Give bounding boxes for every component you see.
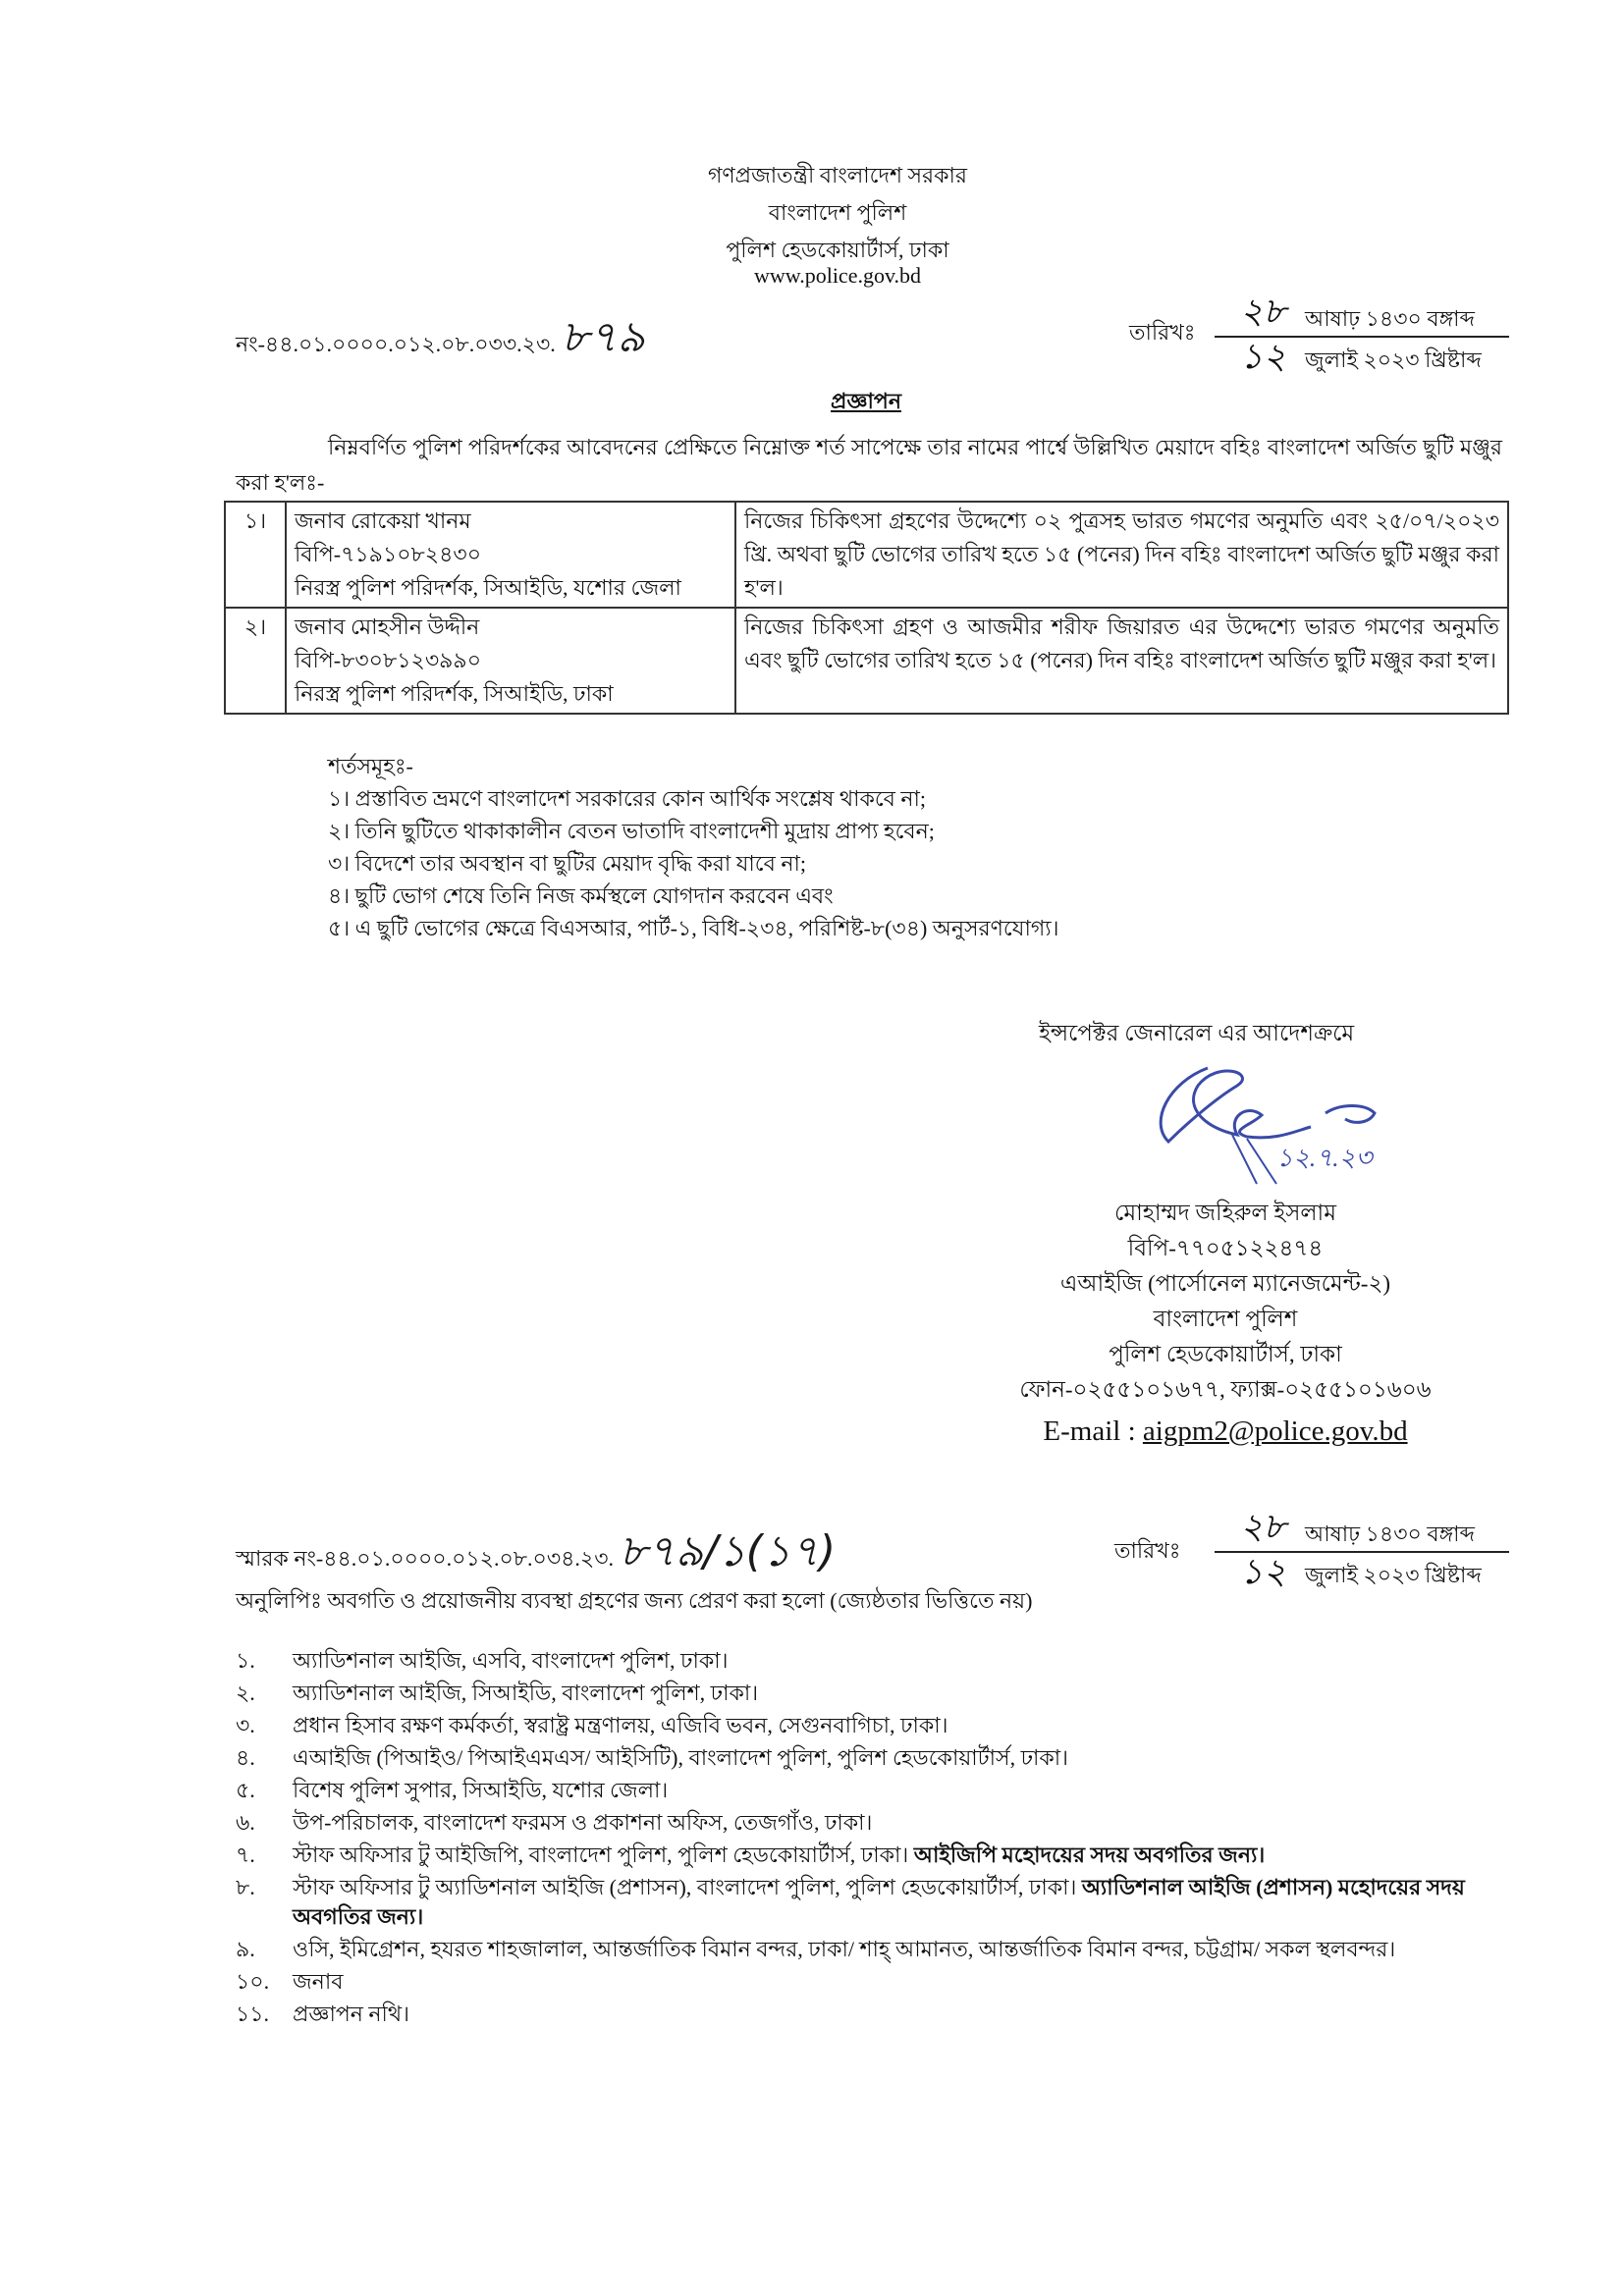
signatory-org: বাংলাদেশ পুলিশ: [1153, 1307, 1298, 1331]
copy-item-number: ১১.: [236, 2002, 270, 2026]
memo2-number-text: স্মারক নং-৪৪.০১.০০০০.০১২.০৮.০৩৪.২৩.: [236, 1546, 615, 1571]
copy-item-number: ৮.: [236, 1875, 255, 1899]
conditions-heading: শর্তসমূহঃ-: [328, 754, 413, 778]
copy-item-recipient: অ্যাডিশনাল আইজি, এসবি, বাংলাদেশ পুলিশ, ঢাকা।: [293, 1648, 729, 1673]
table-row: [225, 502, 1508, 608]
leave-details: নিজের চিকিৎসা গ্রহণ ও আজমীর শরীফ জিয়ারত এর উদ্দেশ্যে ভারত গমণের অনুমতি এবং ছুটি ভোগের তারিখ হতে ১৫ (পনের) দিন বহিঃ বাংলাদেশ অর্জিত ছুটি মঞ্জুর করা হ'ল।: [735, 608, 1508, 714]
memo2-row: [0, 1507, 1624, 1592]
copy-item-note: অ্যাডিশনাল আইজি (প্রশাসন) মহোদয়ের সদয় অবগতির জন্য।: [293, 1875, 1465, 1929]
signature-date: ১২.৭.২৩: [1276, 1144, 1373, 1172]
copy-item-recipient: ওসি, ইমিগ্রেশন, হযরত শাহজালাল, আন্তর্জাতিক বিমান বন্দর, ঢাকা/ শাহ্ আমানত, আন্তর্জাতিক বিমান বন্দর, চট্টগ্রাম/ সকল স্থলবন্দর।: [293, 1937, 1396, 1961]
copy-list-item: [236, 1776, 1512, 1805]
copy-list-item: [236, 2000, 1512, 2029]
govt-name: গণপ্রজাতন্ত্রী বাংলাদেশ সরকার: [707, 163, 968, 187]
copy-item-recipient: বিশেষ পুলিশ সুপার, সিআইডি, যশোর জেলা।: [293, 1778, 669, 1802]
person-designation: নিরস্ত্র পুলিশ পরিদর্শক, সিআইডি, ঢাকা: [295, 681, 614, 706]
signatory-name: মোহাম্মদ জহিরুল ইসলাম: [1114, 1201, 1336, 1225]
date2-block: [1215, 1507, 1509, 1598]
copy-item-text: [293, 1810, 872, 1835]
copy-list: [236, 1646, 1512, 2029]
email-label: E-mail :: [1043, 1415, 1143, 1447]
copy-list-item: [236, 1967, 1512, 1997]
signatory-block: [931, 1196, 1520, 1451]
memo-number-handwritten: ৮৭৯: [561, 312, 645, 362]
office-name: পুলিশ হেডকোয়ার্টার্স, ঢাকা: [726, 238, 949, 262]
copy-item-text: [293, 1937, 1395, 1961]
date2-en-rest: জুলাই ২০২৩ খ্রিষ্টাব্দ: [1305, 1563, 1482, 1587]
date-en-rest: জুলাই ২০২৩ খ্রিষ্টাব্দ: [1305, 347, 1482, 372]
copy-item-note: আইজিপি মহোদয়ের সদয় অবগতির জন্য।: [913, 1842, 1266, 1867]
org-name: বাংলাদেশ পুলিশ: [768, 200, 907, 225]
order-line: ইন্সপেক্টর জেনারেল এর আদেশক্রমে: [1039, 1021, 1355, 1045]
date2-bn-day: ২৮: [1240, 1507, 1286, 1547]
page-title: প্রজ্ঞাপন: [831, 389, 901, 413]
person-bp: বিপি-৭১৯১০৮২৪৩০: [295, 542, 481, 566]
memo2-number-handwritten: ৮৭৯/১(১৭): [619, 1526, 837, 1576]
date-bn-rest: আষাঢ় ১৪৩০ বঙ্গাব্দ: [1305, 306, 1475, 331]
copy-list-item: [236, 1711, 1512, 1740]
copy-item-text: [293, 1681, 758, 1705]
website-link[interactable]: www.police.gov.bd: [753, 263, 922, 288]
date2-en-day: ১২: [1240, 1552, 1286, 1592]
signatory-phone-fax: ফোন-০২৫৫১০১৬৭৭, ফ্যাক্স-০২৫৫১০১৬০৬: [1019, 1377, 1432, 1402]
person-bp: বিপি-৮৩০৮১২৩৯৯০: [295, 648, 481, 672]
copy-item-recipient: অ্যাডিশনাল আইজি, সিআইডি, বাংলাদেশ পুলিশ, ঢাকা।: [293, 1681, 759, 1705]
copy-item-text: [293, 1745, 1068, 1770]
person-name: জনাব রোকেয়া খানম: [295, 508, 471, 533]
copy-item-recipient: প্রজ্ঞাপন নথি।: [293, 2002, 409, 2026]
copy-item-number: ৩.: [236, 1713, 255, 1737]
copy-item-text: [293, 1648, 729, 1673]
memo-number-text: নং-৪৪.০১.০০০০.০১২.০৮.০৩৩.২৩.: [236, 332, 556, 356]
copy-item-text: [293, 1842, 1265, 1867]
copy-intro: অনুলিপিঃ অবগতি ও প্রয়োজনীয় ব্যবস্থা গ্রহণের জন্য প্রেরণ করা হলো (জ্যেষ্ঠতার ভিত্তিতে নয়): [236, 1588, 1033, 1613]
copy-item-number: ২.: [236, 1681, 255, 1705]
copy-item-number: ১০.: [236, 1969, 270, 1994]
signatory-designation: এআইজি (পার্সোনেল ম্যানেজমেন্ট-২): [1059, 1271, 1391, 1296]
leave-table: [224, 501, 1509, 715]
copy-item-number: ৭.: [236, 1842, 255, 1867]
copy-item-number: ৪.: [236, 1745, 255, 1770]
copy-list-item: [236, 1841, 1512, 1870]
leave-details: নিজের চিকিৎসা গ্রহণের উদ্দেশ্যে ০২ পুত্রসহ ভারত গমণের অনুমতি এবং ২৫/০৭/২০২৩ খ্রি. অথবা ছুটি ভোগের তারিখ হতে ১৫ (পনের) দিন বহিঃ বাংলাদেশ অর্জিত ছুটি মঞ্জুর করা হ'ল।: [735, 502, 1508, 608]
signatory-office: পুলিশ হেডকোয়ার্টার্স, ঢাকা: [1109, 1342, 1342, 1366]
copy-item-text: [293, 2002, 409, 2026]
copy-item-number: ৫.: [236, 1778, 255, 1802]
signatory-bp: বিপি-৭৭০৫১২২৪৭৪: [1127, 1236, 1324, 1260]
copy-item-recipient: স্টাফ অফিসার টু অ্যাডিশনাল আইজি (প্রশাসন), বাংলাদেশ পুলিশ, পুলিশ হেডকোয়ার্টার্স, ঢাকা।: [293, 1875, 1082, 1899]
person-designation: নিরস্ত্র পুলিশ পরিদর্শক, সিআইডি, যশোর জেলা: [295, 575, 681, 600]
date-label: তারিখঃ: [1129, 320, 1196, 345]
copy-list-item: [236, 1873, 1512, 1932]
date-block: [1215, 294, 1509, 383]
conditions: [328, 750, 1506, 944]
copy-list-item: [236, 1679, 1512, 1708]
copy-item-text: [293, 1778, 668, 1802]
person-cell: [286, 502, 735, 608]
email-link[interactable]: aigpm2@police.gov.bd: [1142, 1415, 1408, 1447]
copy-item-text: [293, 1875, 1465, 1929]
condition-item: ৫। এ ছুটি ভোগের ক্ষেত্রে বিএসআর, পার্ট-১, বিধি-২৩৪, পরিশিষ্ট-৮(৩৪) অনুসরণযোগ্য।: [328, 916, 1059, 940]
copy-item-recipient: উপ-পরিচালক, বাংলাদেশ ফরমস ও প্রকাশনা অফিস, তেজগাঁও, ঢাকা।: [293, 1810, 873, 1835]
copy-list-item: [236, 1935, 1512, 1964]
condition-item: ১। প্রস্তাবিত ভ্রমণে বাংলাদেশ সরকারের কোন আর্থিক সংশ্লেষ থাকবে না;: [328, 786, 927, 811]
copy-list-item: [236, 1743, 1512, 1773]
memo2-number: [236, 1526, 837, 1578]
copy-item-number: ৬.: [236, 1810, 255, 1835]
date2-label: তারিখঃ: [1114, 1538, 1181, 1563]
signatory-email: [931, 1412, 1520, 1451]
copy-list-item: [236, 1808, 1512, 1838]
date-bn-day: ২৮: [1240, 292, 1286, 332]
condition-item: ৪। ছুটি ভোগ শেষে তিনি নিজ কর্মস্থলে যোগদান করবেন এবং: [328, 883, 834, 908]
copy-item-text: [293, 1969, 343, 1994]
document-body: [0, 430, 1624, 2032]
table-row: [225, 608, 1508, 714]
date2-bn-rest: আষাঢ় ১৪৩০ বঙ্গাব্দ: [1305, 1522, 1475, 1546]
row-number: ২।: [225, 608, 286, 714]
memo-number: [236, 312, 645, 364]
condition-item: ২। তিনি ছুটিতে থাকাকালীন বেতন ভাতাদি বাংলাদেশী মুদ্রায় প্রাপ্য হবেন;: [328, 819, 935, 843]
copy-item-text: [293, 1713, 947, 1737]
copy-item-recipient: স্টাফ অফিসার টু আইজিপি, বাংলাদেশ পুলিশ, পুলিশ হেডকোয়ার্টার্স, ঢাকা।: [293, 1842, 914, 1867]
signature-image: [1129, 1048, 1384, 1186]
copy-item-number: ১.: [236, 1648, 255, 1673]
row-number: ১।: [225, 502, 286, 608]
copy-item-recipient: প্রধান হিসাব রক্ষণ কর্মকর্তা, স্বরাষ্ট্র মন্ত্রণালয়, এজিবি ভবন, সেগুনবাগিচা, ঢাকা।: [293, 1713, 948, 1737]
condition-item: ৩। বিদেশে তার অবস্থান বা ছুটির মেয়াদ বৃদ্ধি করা যাবে না;: [328, 851, 807, 876]
person-cell: [286, 608, 735, 714]
copy-item-number: ৯.: [236, 1937, 255, 1961]
copy-item-recipient: জনাব: [293, 1969, 344, 1994]
person-name: জনাব মোহসীন উদ্দীন: [295, 614, 480, 639]
intro-paragraph: নিম্নবর্ণিত পুলিশ পরিদর্শকের আবেদনের প্রেক্ষিতে নিম্নোক্ত শর্ত সাপেক্ষে তার নামের পার্শ্বে উল্লিখিত মেয়াদে বহিঃ বাংলাদেশ অর্জিত ছুটি মঞ্জুর করা হ'লঃ-: [236, 435, 1502, 495]
copy-item-recipient: এআইজি (পিআইও/ পিআইএমএস/ আইসিটি), বাংলাদেশ পুলিশ, পুলিশ হেডকোয়ার্টার্স, ঢাকা।: [293, 1745, 1069, 1770]
copy-list-item: [236, 1646, 1512, 1676]
date-en-day: ১২: [1240, 337, 1286, 377]
